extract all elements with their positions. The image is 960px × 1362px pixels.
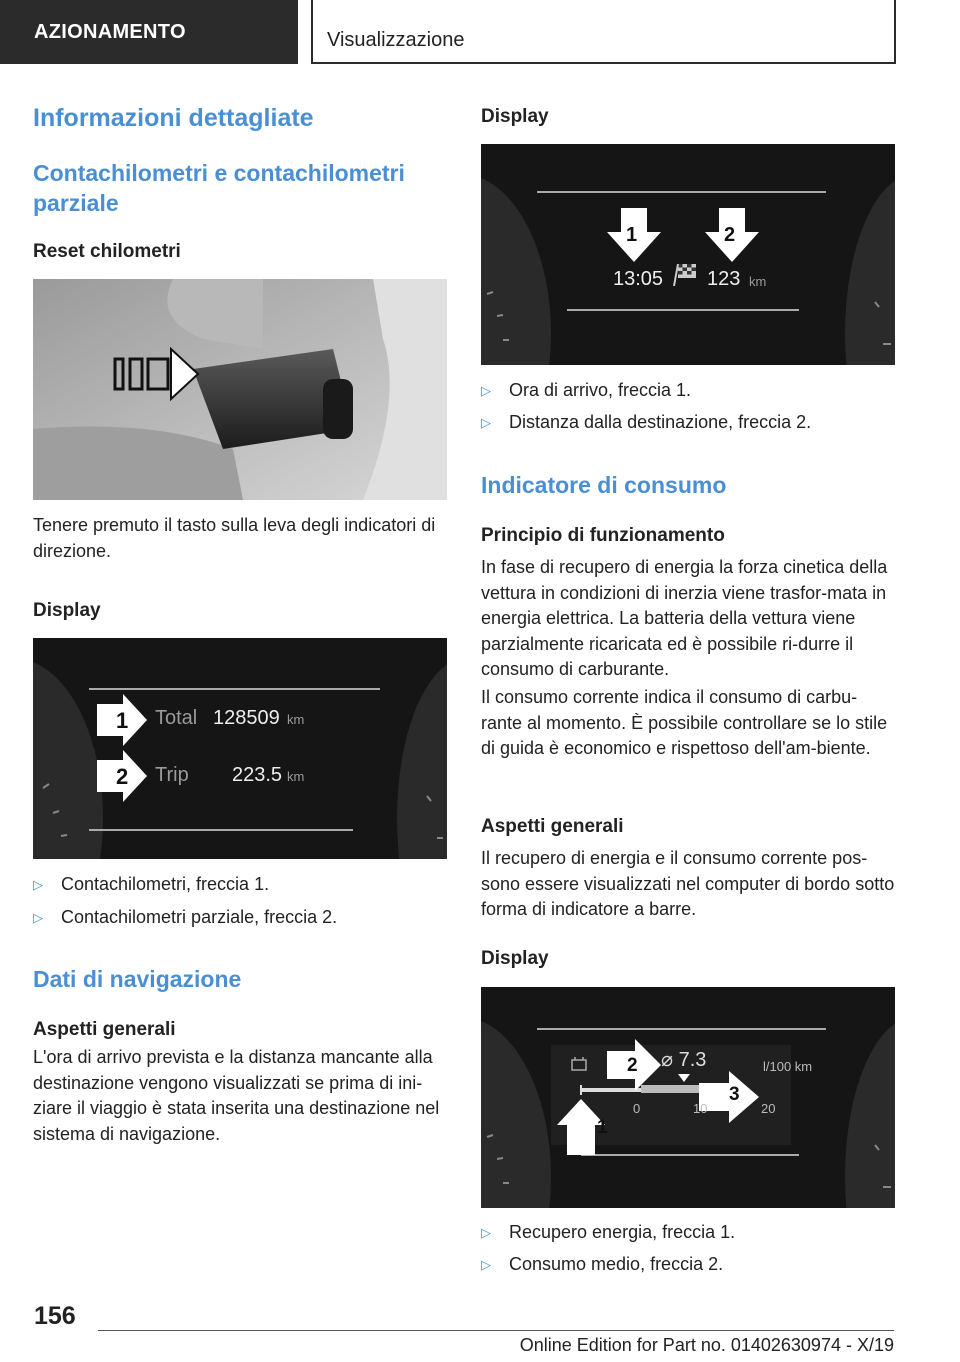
heading-detailed-info: Informazioni dettagliate <box>33 104 314 132</box>
bullet-odometer: ▷ Contachilometri, freccia 1. <box>33 872 269 897</box>
scale-tick-0: 0 <box>633 1101 641 1116</box>
heading-display-1: Display <box>33 600 101 621</box>
bullet-trip: ▷ Contachilometri parziale, freccia 2. <box>33 905 337 930</box>
arrow-3-label: 3 <box>729 1084 740 1105</box>
trip-value: 223.5 <box>232 764 283 786</box>
distance-value: 123 <box>707 268 741 290</box>
heading-odometer: Contachilometri e contachilometri parziale <box>33 160 405 216</box>
total-label: Total <box>155 707 198 729</box>
scale-tick-10: 10 <box>693 1101 708 1116</box>
arrow-2-label: 2 <box>724 224 736 246</box>
triangle-bullet-icon: ▷ <box>33 910 43 925</box>
triangle-bullet-icon: ▷ <box>481 1225 491 1240</box>
heading-display-3: Display <box>481 948 549 969</box>
arrow-1-label: 1 <box>597 1117 608 1138</box>
section-tab: AZIONAMENTO <box>0 0 298 64</box>
consumption-unit: l/100 km <box>763 1059 813 1074</box>
heading-principle: Principio di funzionamento <box>481 525 725 546</box>
principle-text: In fase di recupero di energia la forza cinetica della vettura in condizioni di inerzia viene trasfor-mata in energia elettrica. La batteria della vettura viene parzialmente ricaricata ed è possibile ri-durre il consumo di carburante. <box>481 557 888 679</box>
arrow-2-label: 2 <box>116 764 129 789</box>
heading-general-2: Aspetti generali <box>481 816 624 837</box>
arrival-time: 13:05 <box>613 268 664 290</box>
total-unit: km <box>287 712 305 727</box>
triangle-bullet-icon: ▷ <box>481 383 491 398</box>
triangle-bullet-icon: ▷ <box>481 415 491 430</box>
heading-reset: Reset chilometri <box>33 241 181 262</box>
bullet-arrival: ▷ Ora di arrivo, freccia 1. <box>481 378 691 403</box>
odometer-display-image <box>33 638 447 859</box>
consumption-display-image <box>481 987 895 1208</box>
arrow-1-label: 1 <box>116 708 129 733</box>
footer-divider <box>98 1330 894 1331</box>
trip-label: Trip <box>155 764 189 786</box>
bullet-average-consumption: ▷ Consumo medio, freccia 2. <box>481 1252 723 1277</box>
current-consumption-text: Il consumo corrente indica il consumo di carbu-rante al momento. È possibile controllare se lo stile di guida è economico e rispettoso dell'am-biente. <box>481 687 888 758</box>
heading-navigation-data: Dati di navigazione <box>33 966 242 992</box>
navigation-display-image <box>481 144 895 365</box>
heading-consumption: Indicatore di consumo <box>481 472 727 498</box>
bullet-distance: ▷ Distanza dalla destinazione, freccia 2. <box>481 410 811 435</box>
bullet-energy-recovery: ▷ Recupero energia, freccia 1. <box>481 1220 735 1245</box>
reset-instruction: Tenere premuto il tasto sulla leva degli indicatori di direzione. <box>33 515 436 561</box>
triangle-bullet-icon: ▷ <box>33 877 43 892</box>
triangle-bullet-icon: ▷ <box>481 1257 491 1272</box>
heading-display-2: Display <box>481 106 549 127</box>
arrow-2-label: 2 <box>627 1055 638 1076</box>
general-text: Il recupero di energia e il consumo corrente pos-sono essere visualizzati nel computer di bordo sotto forma di indicatore a barre. <box>481 848 895 919</box>
scale-tick-20: 20 <box>761 1101 776 1116</box>
turn-signal-lever-image <box>33 279 447 500</box>
navigation-text: L'ora di arrivo prevista e la distanza mancante alla destinazione vengono visualizzati se prima di ini-ziare il viaggio è stata inserita una destinazione nel sistema di navigazione. <box>33 1047 440 1144</box>
page-number: 156 <box>34 1302 76 1330</box>
heading-general-1: Aspetti generali <box>33 1019 176 1040</box>
distance-unit: km <box>749 274 767 289</box>
arrow-1-label: 1 <box>626 224 638 246</box>
total-value: 128509 <box>213 707 280 729</box>
footer-edition: Online Edition for Part no. 01402630974 - X/19 <box>519 1335 894 1355</box>
average-consumption: ⌀ 7.3 <box>661 1049 707 1071</box>
trip-unit: km <box>287 769 305 784</box>
chapter-tab: Visualizzazione <box>311 0 896 64</box>
